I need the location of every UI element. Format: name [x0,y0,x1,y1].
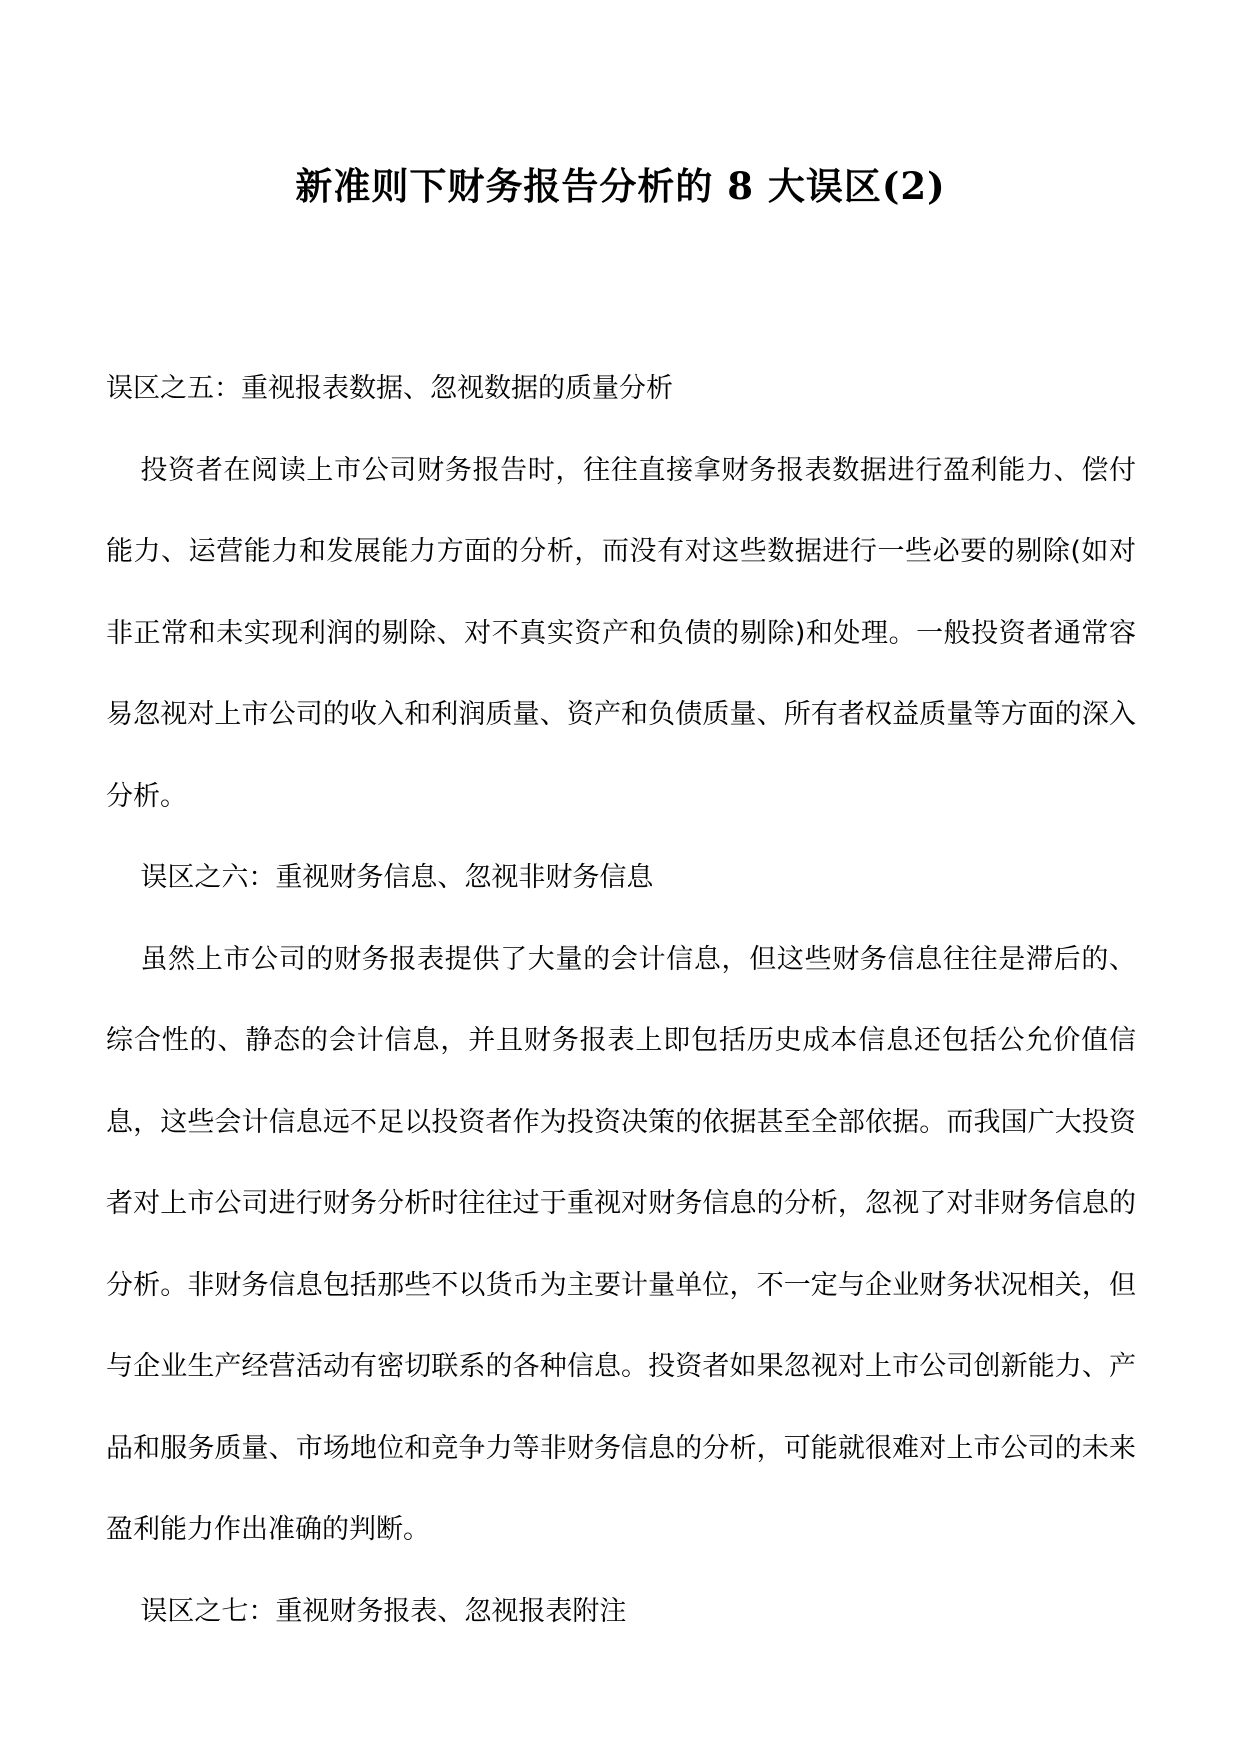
paragraph-5: 投资者在阅读上市公司财务报告时，往往直接拿财务报表数据进行盈利能力、偿付能力、运营能力和发展能力方面的分析，而没有对这些数据进行一些必要的剔除(如对非正常和未实现利润的剔除、对不真实资产和负债的剔除)和处理。一般投资者通常容易忽视对上市公司的收入和利润质量、资产和负债质量、所有者权益质量等方面的深入分析。 [106,454,1136,812]
document-title: 新准则下财务报告分析的 8 大误区(2) [295,164,946,208]
section-heading-5: 误区之五：重视报表数据、忽视数据的质量分析 [106,373,673,404]
document-body [106,348,1136,1652]
section-heading-7: 误区之七：重视财务报表、忽视报表附注 [140,1595,627,1627]
paragraph-6: 虽然上市公司的财务报表提供了大量的会计信息，但这些财务信息往往是滞后的、综合性的、静态的会计信息，并且财务报表上即包括历史成本信息还包括公允价值信息，这些会计信息远不足以投资者作为投资决策的依据甚至全部依据。而我国广大投资者对上市公司进行财务分析时往往过于重视对财务信息的分析，忽视了对非财务信息的分析。非财务信息包括那些不以货币为主要计量单位，不一定与企业财务状况相关，但与企业生产经营活动有密切联系的各种信息。投资者如果忽视对上市公司创新能力、产品和服务质量、市场地位和竞争力等非财务信息的分析，可能就很难对上市公司的未来盈利能力作出准确的判断。 [106,943,1136,1545]
section-heading-6: 误区之六：重视财务信息、忽视非财务信息 [140,862,654,893]
